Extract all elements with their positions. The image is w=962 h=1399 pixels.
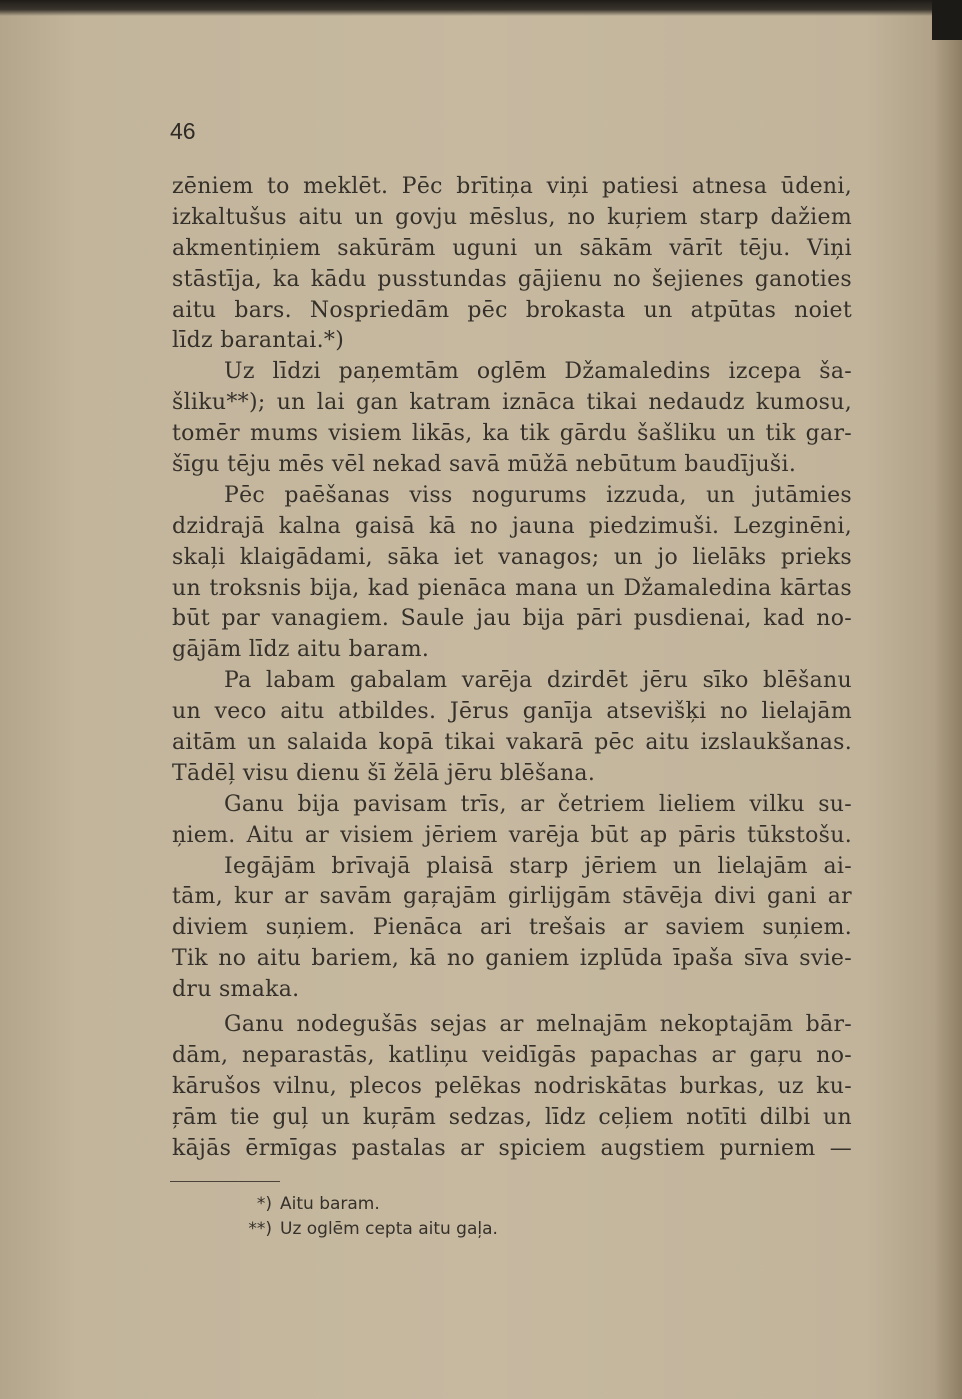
footnote-text: Aitu baram.	[280, 1194, 380, 1214]
scan-right-edge	[934, 0, 962, 1399]
text-line: izkaltušus aitu un govju mēslus, no kuŗiem starp dažiem	[172, 204, 852, 230]
text-line: stāstīja, ka kādu pusstundas gājienu no šejienes ganoties	[172, 266, 852, 292]
footnote-mark: *)	[256, 1194, 272, 1214]
text-line: diviem suņiem. Pienāca ari trešais ar saviem suņiem.	[172, 915, 852, 941]
text-line: dām, neparastās, katliņu veidīgās papachas ar gaŗu no-	[172, 1042, 852, 1068]
text-line: Uz līdzi paņemtām oglēm Džamaledins izcepa ša-	[224, 359, 852, 385]
text-line: līdz barantai.*)	[172, 328, 345, 354]
text-line: šīgu tēju mēs vēl nekad savā mūžā nebūtum baudījuši.	[172, 452, 797, 478]
text-line: tām, kur ar savām gaŗajām girlijgām stāvēja divi gani ar	[172, 884, 852, 910]
scan-top-edge	[0, 0, 962, 16]
text-line: kārušos vilnu, plecos pelēkas nodriskātas burkas, uz ku-	[172, 1073, 852, 1099]
footnote	[240, 1192, 498, 1217]
text-line: Pa labam gabalam varēja dzirdēt jēru sīko blēšanu	[224, 668, 852, 694]
footnote	[240, 1217, 498, 1242]
text-line: aitu bars. Nospriedām pēc brokasta un atpūtas noiet	[172, 297, 852, 323]
text-line: ŗām tie guļ un kuŗām sedzas, līdz ceļiem notīti dilbi un	[172, 1104, 852, 1130]
text-line: tomēr mums visiem likās, ka tik gārdu šašliku un tik gar-	[172, 421, 852, 447]
text-line: Ganu nodegušās sejas ar melnajām nekoptajām bār-	[224, 1012, 852, 1038]
text-line: Pēc paēšanas viss nogurums izzuda, un jutāmies	[224, 482, 852, 508]
text-line: Tādēļ visu dienu šī žēlā jēru blēšana.	[172, 760, 596, 786]
text-line: Iegājām brīvajā plaisā starp jēriem un lielajām ai-	[224, 853, 852, 879]
text-line: un troksnis bija, kad pienāca mana un Džamaledina kārtas	[172, 575, 852, 601]
footnote-mark: **)	[248, 1219, 272, 1239]
text-line: šliku**); un lai gan katram iznāca tikai nedaudz kumosu,	[172, 390, 852, 416]
text-line: dzidrajā kalna gaisā kā no jauna piedzimuši. Lezginēni,	[172, 513, 852, 539]
text-line: Tik no aitu bariem, kā no ganiem izplūda īpaša sīva svie-	[172, 946, 852, 972]
body-text	[172, 172, 852, 1165]
text-line: skaļi klaigādami, sāka iet vanagos; un jo lielāks prieks	[172, 544, 852, 570]
text-line: aitām un salaida kopā tikai vakarā pēc aitu izslaukšanas.	[172, 730, 852, 756]
page-number: 46	[170, 118, 196, 144]
footnote-rule	[170, 1181, 280, 1182]
text-line: ņiem. Aitu ar visiem jēriem varēja būt ap pāris tūkstošu.	[172, 822, 852, 848]
text-line: Ganu bija pavisam trīs, ar četriem lieliem vilku su-	[224, 791, 852, 817]
text-line: un veco aitu atbildes. Jērus ganīja atsevišķi no lielajām	[172, 699, 852, 725]
text-line: akmentiņiem sakūrām uguni un sākām vārīt tēju. Viņi	[172, 235, 852, 261]
text-line: zēniem to meklēt. Pēc brītiņa viņi patiesi atnesa ūdeni,	[172, 174, 852, 199]
text-line: būt par vanagiem. Saule jau bija pāri pusdienai, kad no-	[172, 606, 852, 632]
text-line: dru smaka.	[172, 977, 300, 1003]
text-line: kājās ērmīgas pastalas ar spiciem augstiem purniem —	[172, 1135, 852, 1161]
footnote-text: Uz oglēm cepta aitu gaļa.	[280, 1219, 498, 1239]
footnotes	[240, 1192, 498, 1242]
text-line: gājām līdz aitu baram.	[172, 637, 430, 663]
scan-corner	[932, 0, 962, 40]
